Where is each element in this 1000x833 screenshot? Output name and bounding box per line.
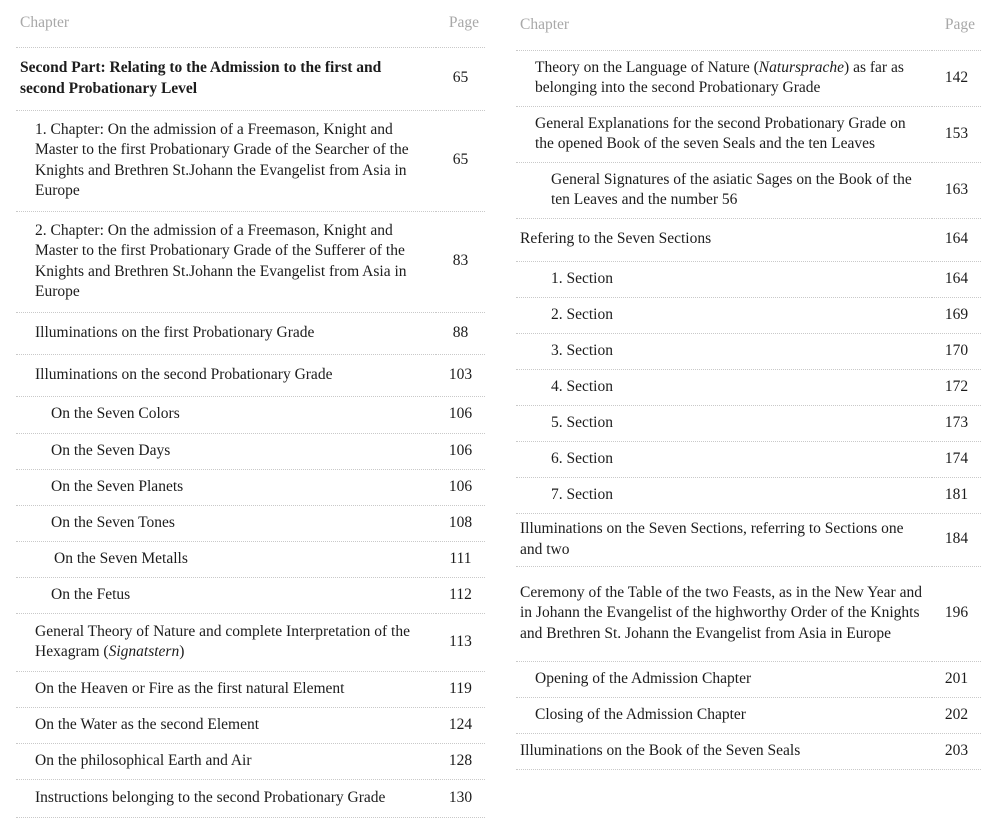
toc-entry-page: 111: [436, 541, 485, 577]
toc-entry-title: On the Seven Days: [16, 433, 436, 469]
toc-entry-title: Illuminations on the Seven Sections, referring to Sections one and two: [516, 513, 932, 566]
toc-entry-title-italic: Signatstern: [108, 643, 180, 660]
toc-row[interactable]: [516, 369, 981, 405]
toc-entry-page: 113: [436, 613, 485, 671]
toc-entry-title: 1. Chapter: On the admission of a Freemason, Knight and Master to the first Probationary Grade of the Searcher of the Knights and Brethren St.Johann the Evangelist from Asia in Europe: [16, 110, 436, 211]
toc-row[interactable]: [516, 566, 981, 661]
toc-row[interactable]: [516, 405, 981, 441]
toc-entry-title: [516, 50, 932, 106]
toc-row[interactable]: [516, 477, 981, 513]
toc-entry-page: 124: [436, 707, 485, 743]
toc-entry-page: 119: [436, 671, 485, 707]
toc-table-left: [16, 0, 485, 818]
toc-row[interactable]: [16, 671, 485, 707]
toc-entry-page: 88: [436, 312, 485, 354]
toc-row[interactable]: [16, 47, 485, 110]
toc-entry-title: Refering to the Seven Sections: [516, 218, 932, 261]
toc-row[interactable]: [16, 505, 485, 541]
toc-entry-title-text: Theory on the Language of Nature (: [535, 58, 759, 76]
toc-entry-title: On the philosophical Earth and Air: [16, 743, 436, 779]
toc-entry-page: 202: [932, 697, 981, 733]
toc-row[interactable]: [16, 433, 485, 469]
toc-entry-title: Illuminations on the Book of the Seven Seals: [516, 733, 932, 769]
page-column-header: Page: [448, 14, 479, 32]
toc-row[interactable]: [16, 211, 485, 312]
toc-row[interactable]: [16, 707, 485, 743]
toc-row[interactable]: [16, 541, 485, 577]
toc-entry-page: 65: [436, 47, 485, 110]
toc-row[interactable]: [516, 50, 981, 106]
chapter-column-header: Chapter: [20, 14, 70, 32]
toc-entry-page: 169: [932, 297, 981, 333]
toc-row[interactable]: [516, 162, 981, 218]
toc-entry-title: On the Water as the second Element: [16, 707, 436, 743]
toc-row[interactable]: [16, 396, 485, 433]
toc-entry-title: Ceremony of the Table of the two Feasts, as in the New Year and in Johann the Evangelist of the highworthy Order of the Knights and Brethren St. Johann the Evangelist from Asia in Europe: [516, 566, 932, 661]
toc-entry-title: 7. Section: [516, 477, 932, 513]
toc-table-right: [516, 0, 981, 770]
toc-entry-page: 106: [436, 469, 485, 505]
toc-entry-page: 130: [436, 779, 485, 817]
toc-entry-title: On the Seven Planets: [16, 469, 436, 505]
toc-row[interactable]: [516, 218, 981, 261]
toc-row[interactable]: [516, 697, 981, 733]
toc-entry-title: On the Fetus: [16, 577, 436, 613]
page-column-header: Page: [944, 15, 975, 33]
toc-entry-page: 203: [932, 733, 981, 769]
toc-row[interactable]: [16, 743, 485, 779]
toc-entry-title-italic: Natursprache: [758, 58, 845, 76]
toc-row[interactable]: [516, 333, 981, 369]
toc-entry-page: 196: [932, 566, 981, 661]
toc-row[interactable]: [16, 110, 485, 211]
toc-entry-page: 164: [932, 261, 981, 297]
toc-row[interactable]: [516, 261, 981, 297]
toc-entry-page: 201: [932, 661, 981, 697]
toc-entry-page: 108: [436, 505, 485, 541]
toc-row[interactable]: [16, 779, 485, 817]
toc-entry-page: 112: [436, 577, 485, 613]
toc-entry-title: On the Seven Colors: [16, 396, 436, 433]
toc-row[interactable]: [516, 733, 981, 769]
toc-entry-page: 106: [436, 433, 485, 469]
toc-entry-page: 181: [932, 477, 981, 513]
toc-row[interactable]: [16, 613, 485, 671]
toc-entry-title: On the Heaven or Fire as the first natural Element: [16, 671, 436, 707]
toc-row[interactable]: [516, 661, 981, 697]
toc-entry-page: 142: [932, 50, 981, 106]
toc-entry-title: 3. Section: [516, 333, 932, 369]
toc-row[interactable]: [516, 513, 981, 566]
toc-entry-title: 2. Chapter: On the admission of a Freemason, Knight and Master to the first Probationary Grade of the Sufferer of the Knights and Brethren St.Johann the Evangelist from Asia in Europe: [16, 211, 436, 312]
toc-entry-page: 65: [436, 110, 485, 211]
toc-row[interactable]: [516, 106, 981, 162]
toc-entry-title-text: ) as far as belonging into the second Probationary Grade: [535, 58, 904, 96]
toc-entry-title: General Explanations for the second Probationary Grade on the opened Book of the seven Seals and the ten Leaves: [516, 106, 932, 162]
toc-entry-title: Illuminations on the first Probationary Grade: [16, 312, 436, 354]
toc-entry-page: 163: [932, 162, 981, 218]
toc-entry-page: 184: [932, 513, 981, 566]
toc-entry-page: 164: [932, 218, 981, 261]
toc-header-row: [16, 0, 485, 47]
toc-entry-page: 106: [436, 396, 485, 433]
toc-entry-title: General Signatures of the asiatic Sages on the Book of the ten Leaves and the number 56: [516, 162, 932, 218]
toc-entry-page: 83: [436, 211, 485, 312]
toc-entry-page: 128: [436, 743, 485, 779]
toc-row[interactable]: [16, 469, 485, 505]
toc-entry-title: Closing of the Admission Chapter: [516, 697, 932, 733]
toc-entry-title: Second Part: Relating to the Admission to the first and second Probationary Level: [16, 47, 436, 110]
toc-entry-page: 174: [932, 441, 981, 477]
toc-entry-title-text: ): [179, 643, 185, 660]
toc-entry-title: 5. Section: [516, 405, 932, 441]
toc-entry-title-text: General Theory of Nature and complete Interpretation of the Hexagram (: [35, 622, 410, 660]
toc-entry-title: [16, 613, 436, 671]
toc-entry-page: 153: [932, 106, 981, 162]
toc-row[interactable]: [516, 297, 981, 333]
toc-row[interactable]: [516, 441, 981, 477]
toc-entry-title: 1. Section: [516, 261, 932, 297]
toc-entry-title: Instructions belonging to the second Probationary Grade: [16, 779, 436, 817]
toc-entry-title: Opening of the Admission Chapter: [516, 661, 932, 697]
toc-entry-page: 103: [436, 354, 485, 396]
toc-entry-page: 173: [932, 405, 981, 441]
toc-entry-title: On the Seven Metalls: [16, 541, 436, 577]
chapter-column-header: Chapter: [520, 15, 570, 33]
toc-entry-title: 2. Section: [516, 297, 932, 333]
toc-header-row: [516, 0, 981, 50]
toc-entry-title: On the Seven Tones: [16, 505, 436, 541]
toc-row[interactable]: [16, 354, 485, 396]
toc-entry-page: 170: [932, 333, 981, 369]
toc-entry-page: 172: [932, 369, 981, 405]
toc-row[interactable]: [16, 577, 485, 613]
toc-entry-title: 6. Section: [516, 441, 932, 477]
toc-row[interactable]: [16, 312, 485, 354]
toc-entry-title: 4. Section: [516, 369, 932, 405]
toc-entry-title: Illuminations on the second Probationary Grade: [16, 354, 436, 396]
